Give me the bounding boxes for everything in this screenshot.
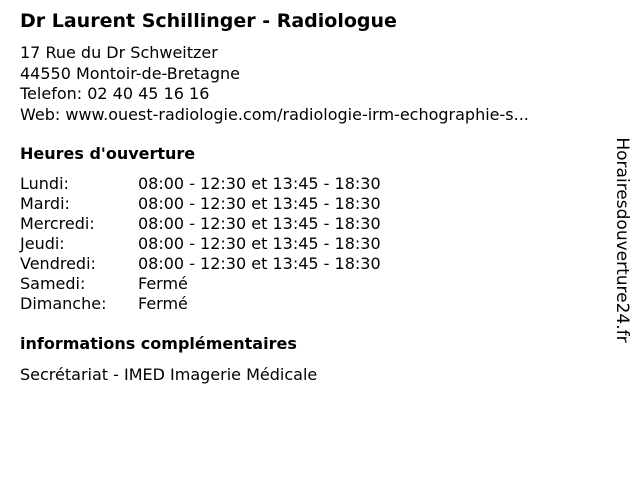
- street-address: 17 Rue du Dr Schweitzer: [20, 43, 218, 62]
- hours-value: 08:00 - 12:30 et 13:45 - 18:30: [138, 194, 381, 213]
- opening-hours-heading: Heures d'ouverture: [20, 144, 196, 163]
- day-label: Mardi:: [20, 194, 70, 213]
- hours-row-tuesday: [20, 194, 381, 214]
- opening-hours-table: [20, 174, 381, 314]
- hours-value: 08:00 - 12:30 et 13:45 - 18:30: [138, 214, 381, 233]
- day-label: Jeudi:: [20, 234, 65, 253]
- hours-value: 08:00 - 12:30 et 13:45 - 18:30: [138, 174, 381, 193]
- hours-row-sunday: [20, 294, 381, 314]
- day-label: Lundi:: [20, 174, 69, 193]
- day-label: Mercredi:: [20, 214, 95, 233]
- website-link[interactable]: Web: www.ouest-radiologie.com/radiologie-irm-echographie-s...: [20, 104, 529, 124]
- hours-row-monday: [20, 174, 381, 194]
- hours-value: Fermé: [138, 274, 188, 293]
- hours-value: 08:00 - 12:30 et 13:45 - 18:30: [138, 234, 381, 253]
- hours-row-friday: [20, 254, 381, 274]
- additional-info-text: Secrétariat - IMED Imagerie Médicale: [20, 365, 318, 384]
- city-address: 44550 Montoir-de-Bretagne: [20, 63, 241, 83]
- hours-row-wednesday: [20, 214, 381, 234]
- additional-info-heading: informations complémentaires: [20, 334, 297, 353]
- hours-value: Fermé: [138, 294, 188, 313]
- day-label: Samedi:: [20, 274, 86, 293]
- page-title: Dr Laurent Schillinger - Radiologue: [20, 10, 397, 32]
- day-label: Dimanche:: [20, 294, 107, 313]
- day-label: Vendredi:: [20, 254, 96, 273]
- hours-row-saturday: [20, 274, 381, 294]
- site-watermark: Horairesdouverture24.fr: [612, 137, 632, 343]
- address-block: [20, 43, 529, 125]
- hours-value: 08:00 - 12:30 et 13:45 - 18:30: [138, 254, 381, 273]
- phone-number: Telefon: 02 40 45 16 16: [20, 84, 210, 103]
- hours-row-thursday: [20, 234, 381, 254]
